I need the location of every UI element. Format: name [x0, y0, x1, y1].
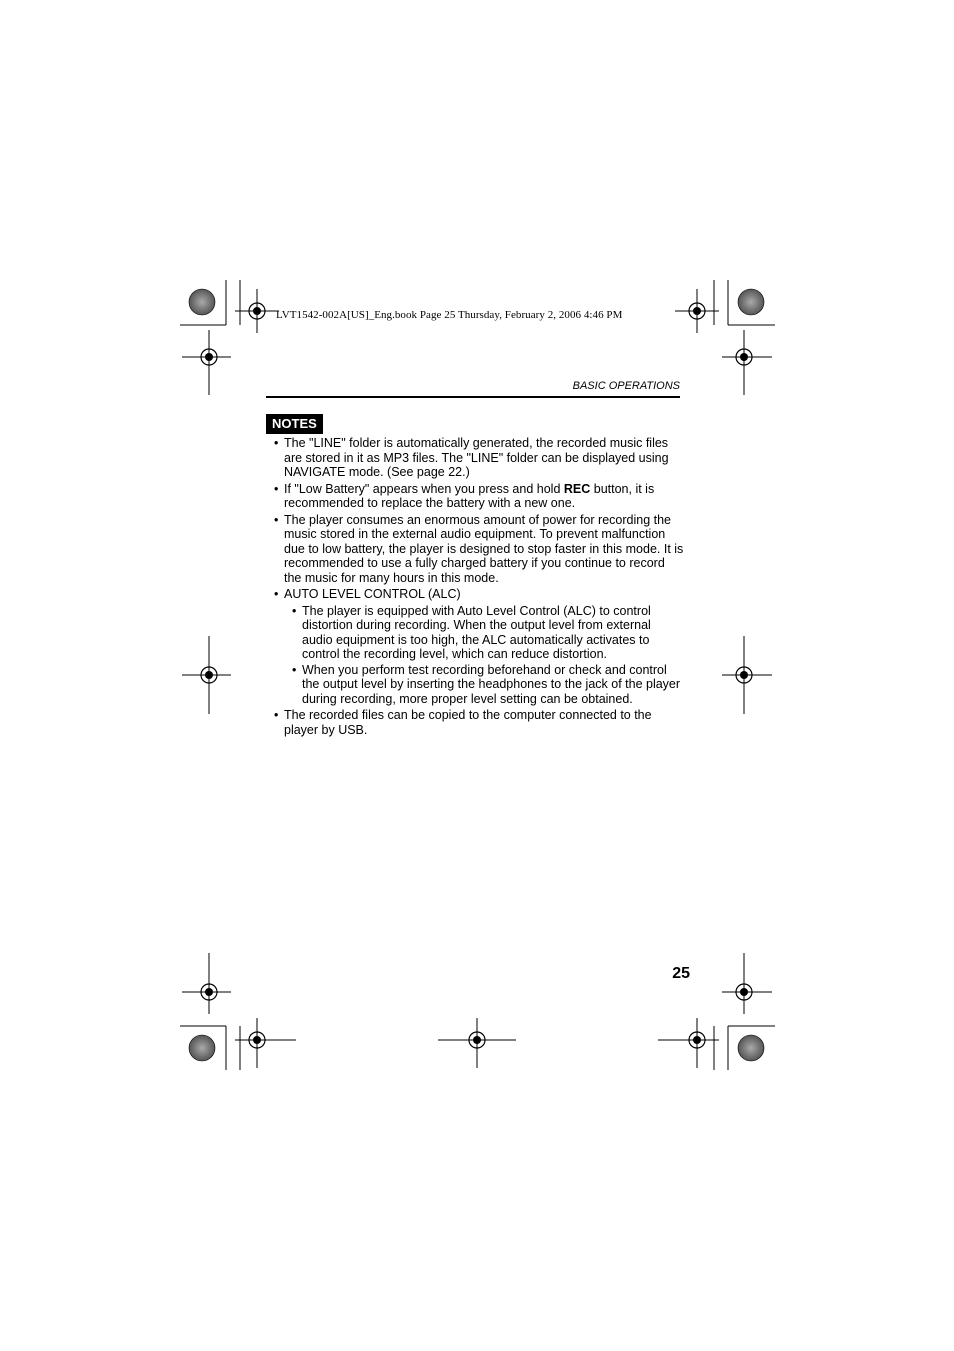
registration-mark-top-right	[675, 289, 719, 333]
registration-mark-top-left	[235, 289, 279, 333]
alc-sub-item-distortion	[302, 604, 684, 662]
page-number: 25	[672, 965, 690, 982]
note-text: AUTO LEVEL CONTROL (ALC)	[284, 587, 461, 601]
note-text: The recorded files can be copied to the computer connected to the player by USB.	[284, 708, 652, 737]
print-info-line: LVT1542-002A[US]_Eng.book Page 25 Thursday, February 2, 2006 4:46 PM	[276, 309, 623, 321]
color-target-top-left	[189, 289, 215, 315]
note-item-usb-copy	[272, 708, 684, 737]
color-target-bottom-left	[189, 1035, 215, 1061]
note-item-line-folder	[272, 436, 684, 480]
note-text: The "LINE" folder is automatically generated, the recorded music files are stored in it as MP3 files. The "LINE" folder can be displayed using NAVIGATE mode. (See page 22.)	[284, 436, 669, 479]
note-text: The player consumes an enormous amount of power for recording the music stored in the external audio equipment. To prevent malfunction due to low battery, the player is designed to stop faster in this mode. It is recommended to use a fully charged battery if you continue to record the music for many hours in this mode.	[284, 512, 684, 585]
rec-button-label: REC	[563, 481, 591, 496]
alc-sub-item-test-recording	[302, 663, 684, 707]
notes-list	[272, 436, 684, 739]
note-text: If "Low Battery" appears when you press and hold	[284, 481, 564, 496]
alc-sub-list	[284, 604, 684, 707]
color-target-top-right	[738, 289, 764, 315]
note-text: When you perform test recording beforehand or check and control the output level by inserting the headphones to the jack of the player during recording, more proper level setting can be obtained.	[302, 662, 681, 706]
notes-label: NOTES	[266, 414, 323, 434]
color-target-bottom-right	[738, 1035, 764, 1061]
note-item-power-consumption	[272, 513, 684, 586]
note-item-low-battery	[272, 482, 684, 511]
section-header: BASIC OPERATIONS	[572, 380, 680, 392]
note-text: button, it is recommended to replace the battery with a new one.	[284, 481, 655, 510]
note-item-alc	[272, 587, 684, 706]
header-rule	[266, 396, 680, 398]
note-text: The player is equipped with Auto Level Control (ALC) to control distortion during recording. When the output level from external audio equipment is too high, the ALC automatically activates to control the recording level, which can reduce distortion.	[302, 603, 651, 661]
